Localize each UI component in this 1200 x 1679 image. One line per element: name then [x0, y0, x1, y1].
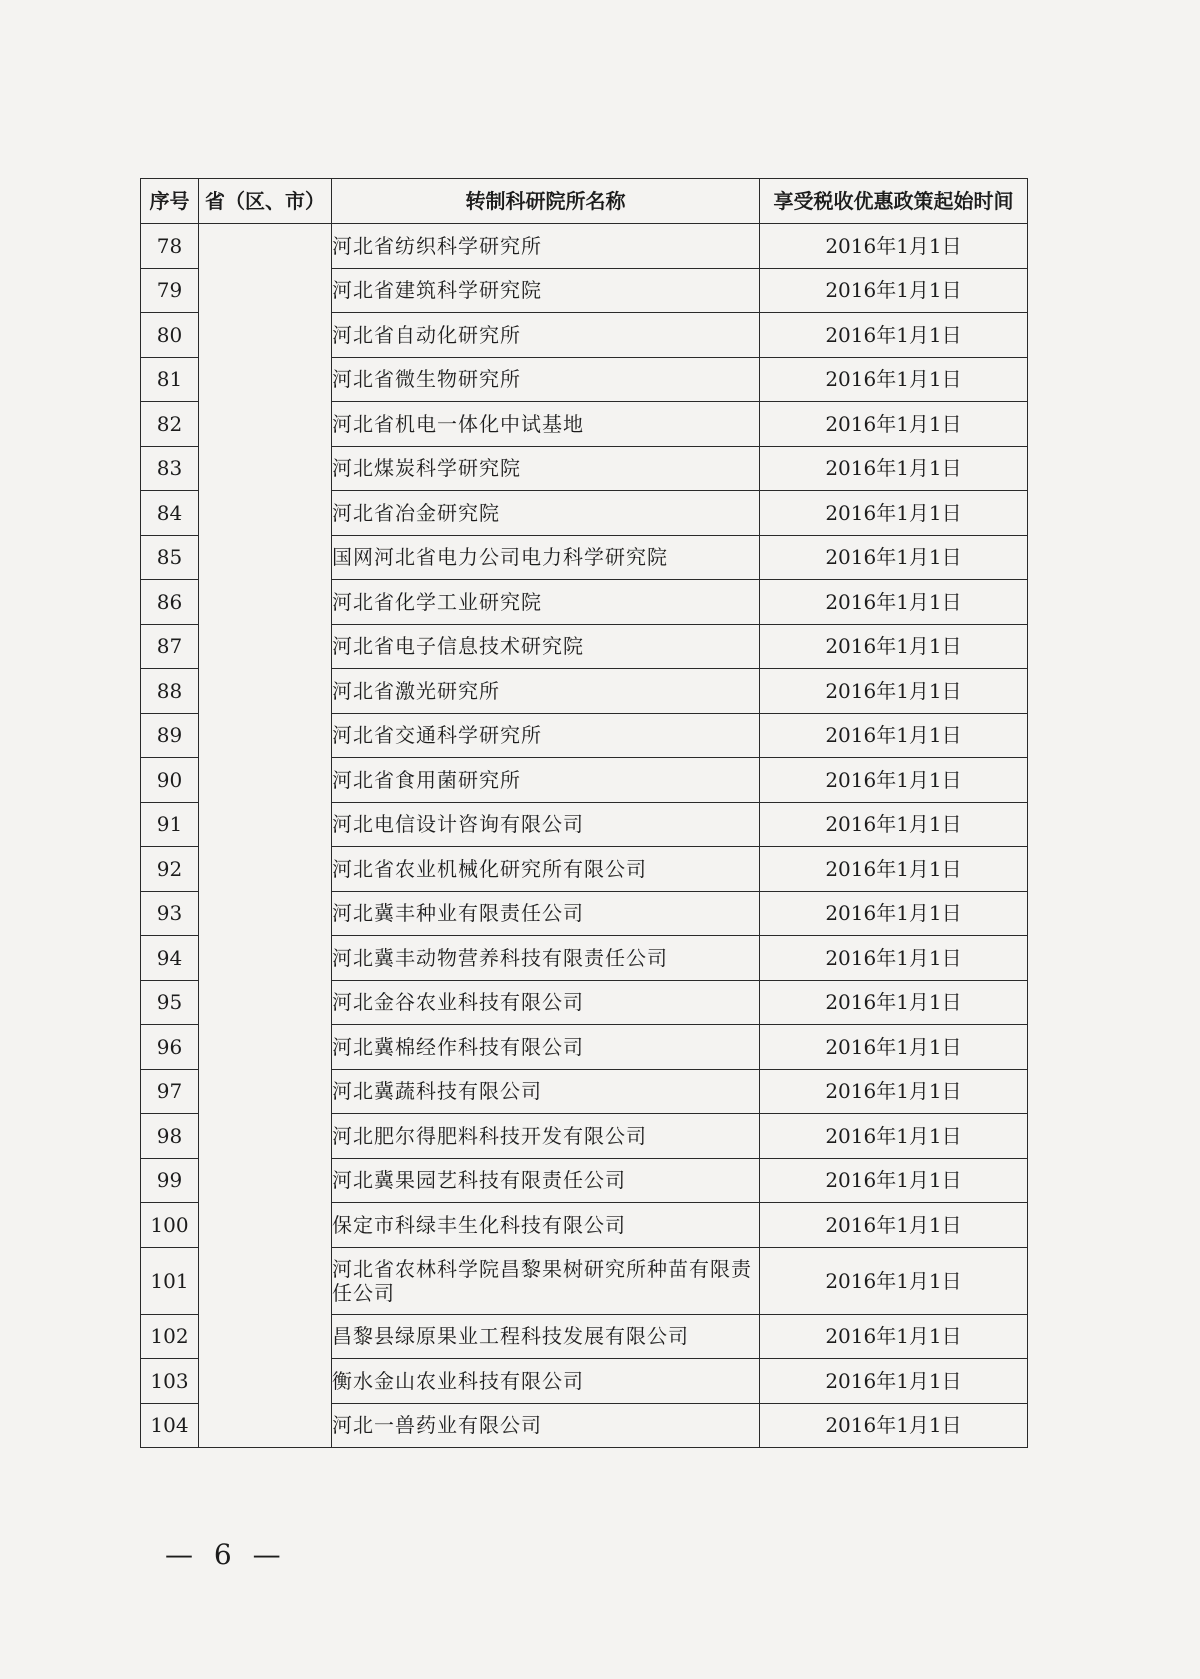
- header-province: 省（区、市）: [199, 179, 332, 224]
- start-date: 2016年1月1日: [760, 713, 1028, 758]
- row-number: 88: [141, 669, 199, 714]
- institute-name: 河北冀丰种业有限责任公司: [332, 891, 760, 936]
- institute-name: 河北省冶金研究院: [332, 491, 760, 536]
- start-date: 2016年1月1日: [760, 1247, 1028, 1314]
- row-number: 86: [141, 580, 199, 625]
- start-date: 2016年1月1日: [760, 446, 1028, 491]
- start-date: 2016年1月1日: [760, 535, 1028, 580]
- institute-name: 河北冀果园艺科技有限责任公司: [332, 1158, 760, 1203]
- institute-name: 河北电信设计咨询有限公司: [332, 802, 760, 847]
- row-number: 101: [141, 1247, 199, 1314]
- institute-name: 河北省食用菌研究所: [332, 758, 760, 803]
- row-number: 92: [141, 847, 199, 892]
- row-number: 90: [141, 758, 199, 803]
- institute-name: 河北省微生物研究所: [332, 357, 760, 402]
- institute-name: 河北省农林科学院昌黎果树研究所种苗有限责任公司: [332, 1247, 760, 1314]
- row-number: 84: [141, 491, 199, 536]
- institute-name: 河北金谷农业科技有限公司: [332, 980, 760, 1025]
- institute-name: 河北省建筑科学研究院: [332, 268, 760, 313]
- row-number: 78: [141, 224, 199, 269]
- start-date: 2016年1月1日: [760, 1069, 1028, 1114]
- start-date: 2016年1月1日: [760, 758, 1028, 803]
- institute-name: 河北冀棉经作科技有限公司: [332, 1025, 760, 1070]
- row-number: 82: [141, 402, 199, 447]
- header-institute-name: 转制科研院所名称: [332, 179, 760, 224]
- institute-name: 河北省自动化研究所: [332, 313, 760, 358]
- institute-name: 河北省纺织科学研究所: [332, 224, 760, 269]
- row-number: 98: [141, 1114, 199, 1159]
- institute-name: 河北冀丰动物营养科技有限责任公司: [332, 936, 760, 981]
- institute-name: 河北省交通科学研究所: [332, 713, 760, 758]
- start-date: 2016年1月1日: [760, 669, 1028, 714]
- row-number: 104: [141, 1403, 199, 1448]
- start-date: 2016年1月1日: [760, 1359, 1028, 1404]
- header-start-date: 享受税收优惠政策起始时间: [760, 179, 1028, 224]
- start-date: 2016年1月1日: [760, 1403, 1028, 1448]
- row-number: 100: [141, 1203, 199, 1248]
- start-date: 2016年1月1日: [760, 624, 1028, 669]
- institute-name: 河北煤炭科学研究院: [332, 446, 760, 491]
- institute-name: 国网河北省电力公司电力科学研究院: [332, 535, 760, 580]
- row-number: 91: [141, 802, 199, 847]
- start-date: 2016年1月1日: [760, 313, 1028, 358]
- header-number: 序号: [141, 179, 199, 224]
- start-date: 2016年1月1日: [760, 802, 1028, 847]
- row-number: 79: [141, 268, 199, 313]
- start-date: 2016年1月1日: [760, 1203, 1028, 1248]
- institute-name: 河北肥尔得肥料科技开发有限公司: [332, 1114, 760, 1159]
- row-number: 80: [141, 313, 199, 358]
- start-date: 2016年1月1日: [760, 402, 1028, 447]
- institutes-table: [140, 178, 1028, 1448]
- start-date: 2016年1月1日: [760, 1114, 1028, 1159]
- table-header-row: [141, 179, 1028, 224]
- row-number: 94: [141, 936, 199, 981]
- row-number: 97: [141, 1069, 199, 1114]
- row-number: 81: [141, 357, 199, 402]
- start-date: 2016年1月1日: [760, 936, 1028, 981]
- institute-name: 河北一兽药业有限公司: [332, 1403, 760, 1448]
- institute-name: 河北省电子信息技术研究院: [332, 624, 760, 669]
- start-date: 2016年1月1日: [760, 847, 1028, 892]
- institute-name: 衡水金山农业科技有限公司: [332, 1359, 760, 1404]
- start-date: 2016年1月1日: [760, 980, 1028, 1025]
- province-cell: [199, 224, 332, 1448]
- row-number: 99: [141, 1158, 199, 1203]
- institute-name: 河北省激光研究所: [332, 669, 760, 714]
- start-date: 2016年1月1日: [760, 580, 1028, 625]
- start-date: 2016年1月1日: [760, 491, 1028, 536]
- table-body: [141, 224, 1028, 1448]
- row-number: 95: [141, 980, 199, 1025]
- table-row: [141, 224, 1028, 269]
- row-number: 96: [141, 1025, 199, 1070]
- start-date: 2016年1月1日: [760, 891, 1028, 936]
- row-number: 83: [141, 446, 199, 491]
- row-number: 93: [141, 891, 199, 936]
- row-number: 85: [141, 535, 199, 580]
- institute-name: 河北省农业机械化研究所有限公司: [332, 847, 760, 892]
- institute-name: 河北省机电一体化中试基地: [332, 402, 760, 447]
- start-date: 2016年1月1日: [760, 268, 1028, 313]
- page-number: — 6 —: [165, 1538, 287, 1571]
- institute-name: 昌黎县绿原果业工程科技发展有限公司: [332, 1314, 760, 1359]
- start-date: 2016年1月1日: [760, 224, 1028, 269]
- row-number: 87: [141, 624, 199, 669]
- institute-name: 保定市科绿丰生化科技有限公司: [332, 1203, 760, 1248]
- start-date: 2016年1月1日: [760, 1314, 1028, 1359]
- start-date: 2016年1月1日: [760, 1158, 1028, 1203]
- institute-name: 河北省化学工业研究院: [332, 580, 760, 625]
- row-number: 89: [141, 713, 199, 758]
- row-number: 102: [141, 1314, 199, 1359]
- row-number: 103: [141, 1359, 199, 1404]
- start-date: 2016年1月1日: [760, 357, 1028, 402]
- start-date: 2016年1月1日: [760, 1025, 1028, 1070]
- institute-name: 河北冀蔬科技有限公司: [332, 1069, 760, 1114]
